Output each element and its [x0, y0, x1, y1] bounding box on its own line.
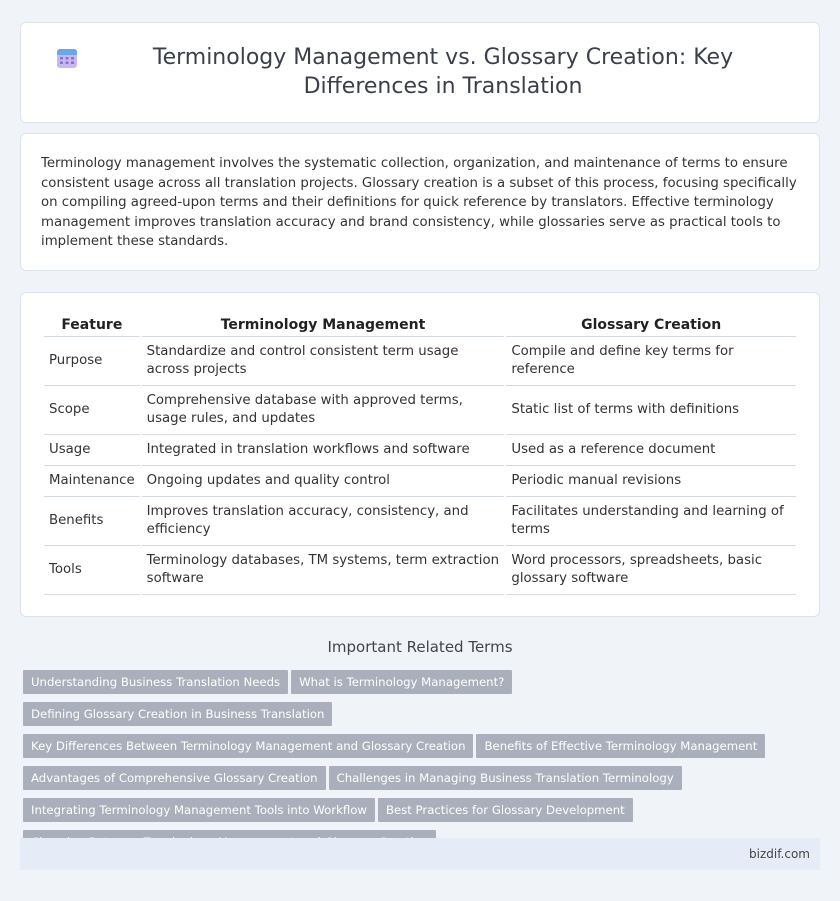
- table-cell: Improves translation accuracy, consistency, and efficiency: [142, 497, 505, 546]
- column-header: Glossary Creation: [506, 314, 796, 337]
- table-cell: Periodic manual revisions: [506, 466, 796, 497]
- table-cell: Ongoing updates and quality control: [142, 466, 505, 497]
- table-cell: Compile and define key terms for reference: [506, 337, 796, 386]
- related-term-link[interactable]: Defining Glossary Creation in Business Translation: [23, 702, 332, 726]
- table-cell: Usage: [44, 435, 140, 466]
- table-cell: Terminology databases, TM systems, term extraction software: [142, 546, 505, 595]
- table-cell: Static list of terms with definitions: [506, 386, 796, 435]
- table-cell: Facilitates understanding and learning of terms: [506, 497, 796, 546]
- page-title: Terminology Management vs. Glossary Creation: Key Differences in Translation: [152, 45, 734, 99]
- comparison-table: [42, 314, 798, 595]
- related-terms-list: [23, 670, 803, 862]
- table-row: [44, 337, 796, 386]
- table-cell: Maintenance: [44, 466, 140, 497]
- intro-card: [20, 133, 820, 271]
- table-cell: Tools: [44, 546, 140, 595]
- table-cell: Purpose: [44, 337, 140, 386]
- table-row: [44, 546, 796, 595]
- intro-paragraph: Terminology management involves the systematic collection, organization, and maintenance of terms to ensure consistent usage across all translation projects. Glossary creation is a subset of this process, focusing specifically on compiling agreed-upon terms and their definitions for quick reference by translators. Effective terminology management improves translation accuracy and brand consistency, while glossaries serve as practical tools to implement these standards.: [41, 156, 797, 250]
- table-cell: Integrated in translation workflows and software: [142, 435, 505, 466]
- table-cell: Standardize and control consistent term usage across projects: [142, 337, 505, 386]
- related-term-link[interactable]: Understanding Business Translation Needs: [23, 670, 288, 694]
- title-card: [20, 22, 820, 123]
- comparison-card: [20, 292, 820, 617]
- related-term-link[interactable]: Challenges in Managing Business Translation Terminology: [329, 766, 682, 790]
- footer-bar: [20, 838, 820, 870]
- column-header: Terminology Management: [142, 314, 505, 337]
- footer-site-link[interactable]: bizdif.com: [749, 847, 810, 861]
- table-header-row: [44, 314, 796, 337]
- table-row: [44, 497, 796, 546]
- related-term-link[interactable]: Benefits of Effective Terminology Management: [476, 734, 765, 758]
- related-term-link[interactable]: What is Terminology Management?: [291, 670, 512, 694]
- related-term-link[interactable]: Integrating Terminology Management Tools into Workflow: [23, 798, 375, 822]
- related-term-link[interactable]: Advantages of Comprehensive Glossary Creation: [23, 766, 326, 790]
- table-cell: Scope: [44, 386, 140, 435]
- table-row: [44, 435, 796, 466]
- table-cell: Word processors, spreadsheets, basic glossary software: [506, 546, 796, 595]
- table-cell: Benefits: [44, 497, 140, 546]
- table-row: [44, 466, 796, 497]
- related-term-link[interactable]: Best Practices for Glossary Development: [378, 798, 633, 822]
- related-term-link[interactable]: Key Differences Between Terminology Management and Glossary Creation: [23, 734, 473, 758]
- table-cell: Comprehensive database with approved terms, usage rules, and updates: [142, 386, 505, 435]
- column-header: Feature: [44, 314, 140, 337]
- table-cell: Used as a reference document: [506, 435, 796, 466]
- table-row: [44, 386, 796, 435]
- related-terms-heading: Important Related Terms: [327, 638, 513, 656]
